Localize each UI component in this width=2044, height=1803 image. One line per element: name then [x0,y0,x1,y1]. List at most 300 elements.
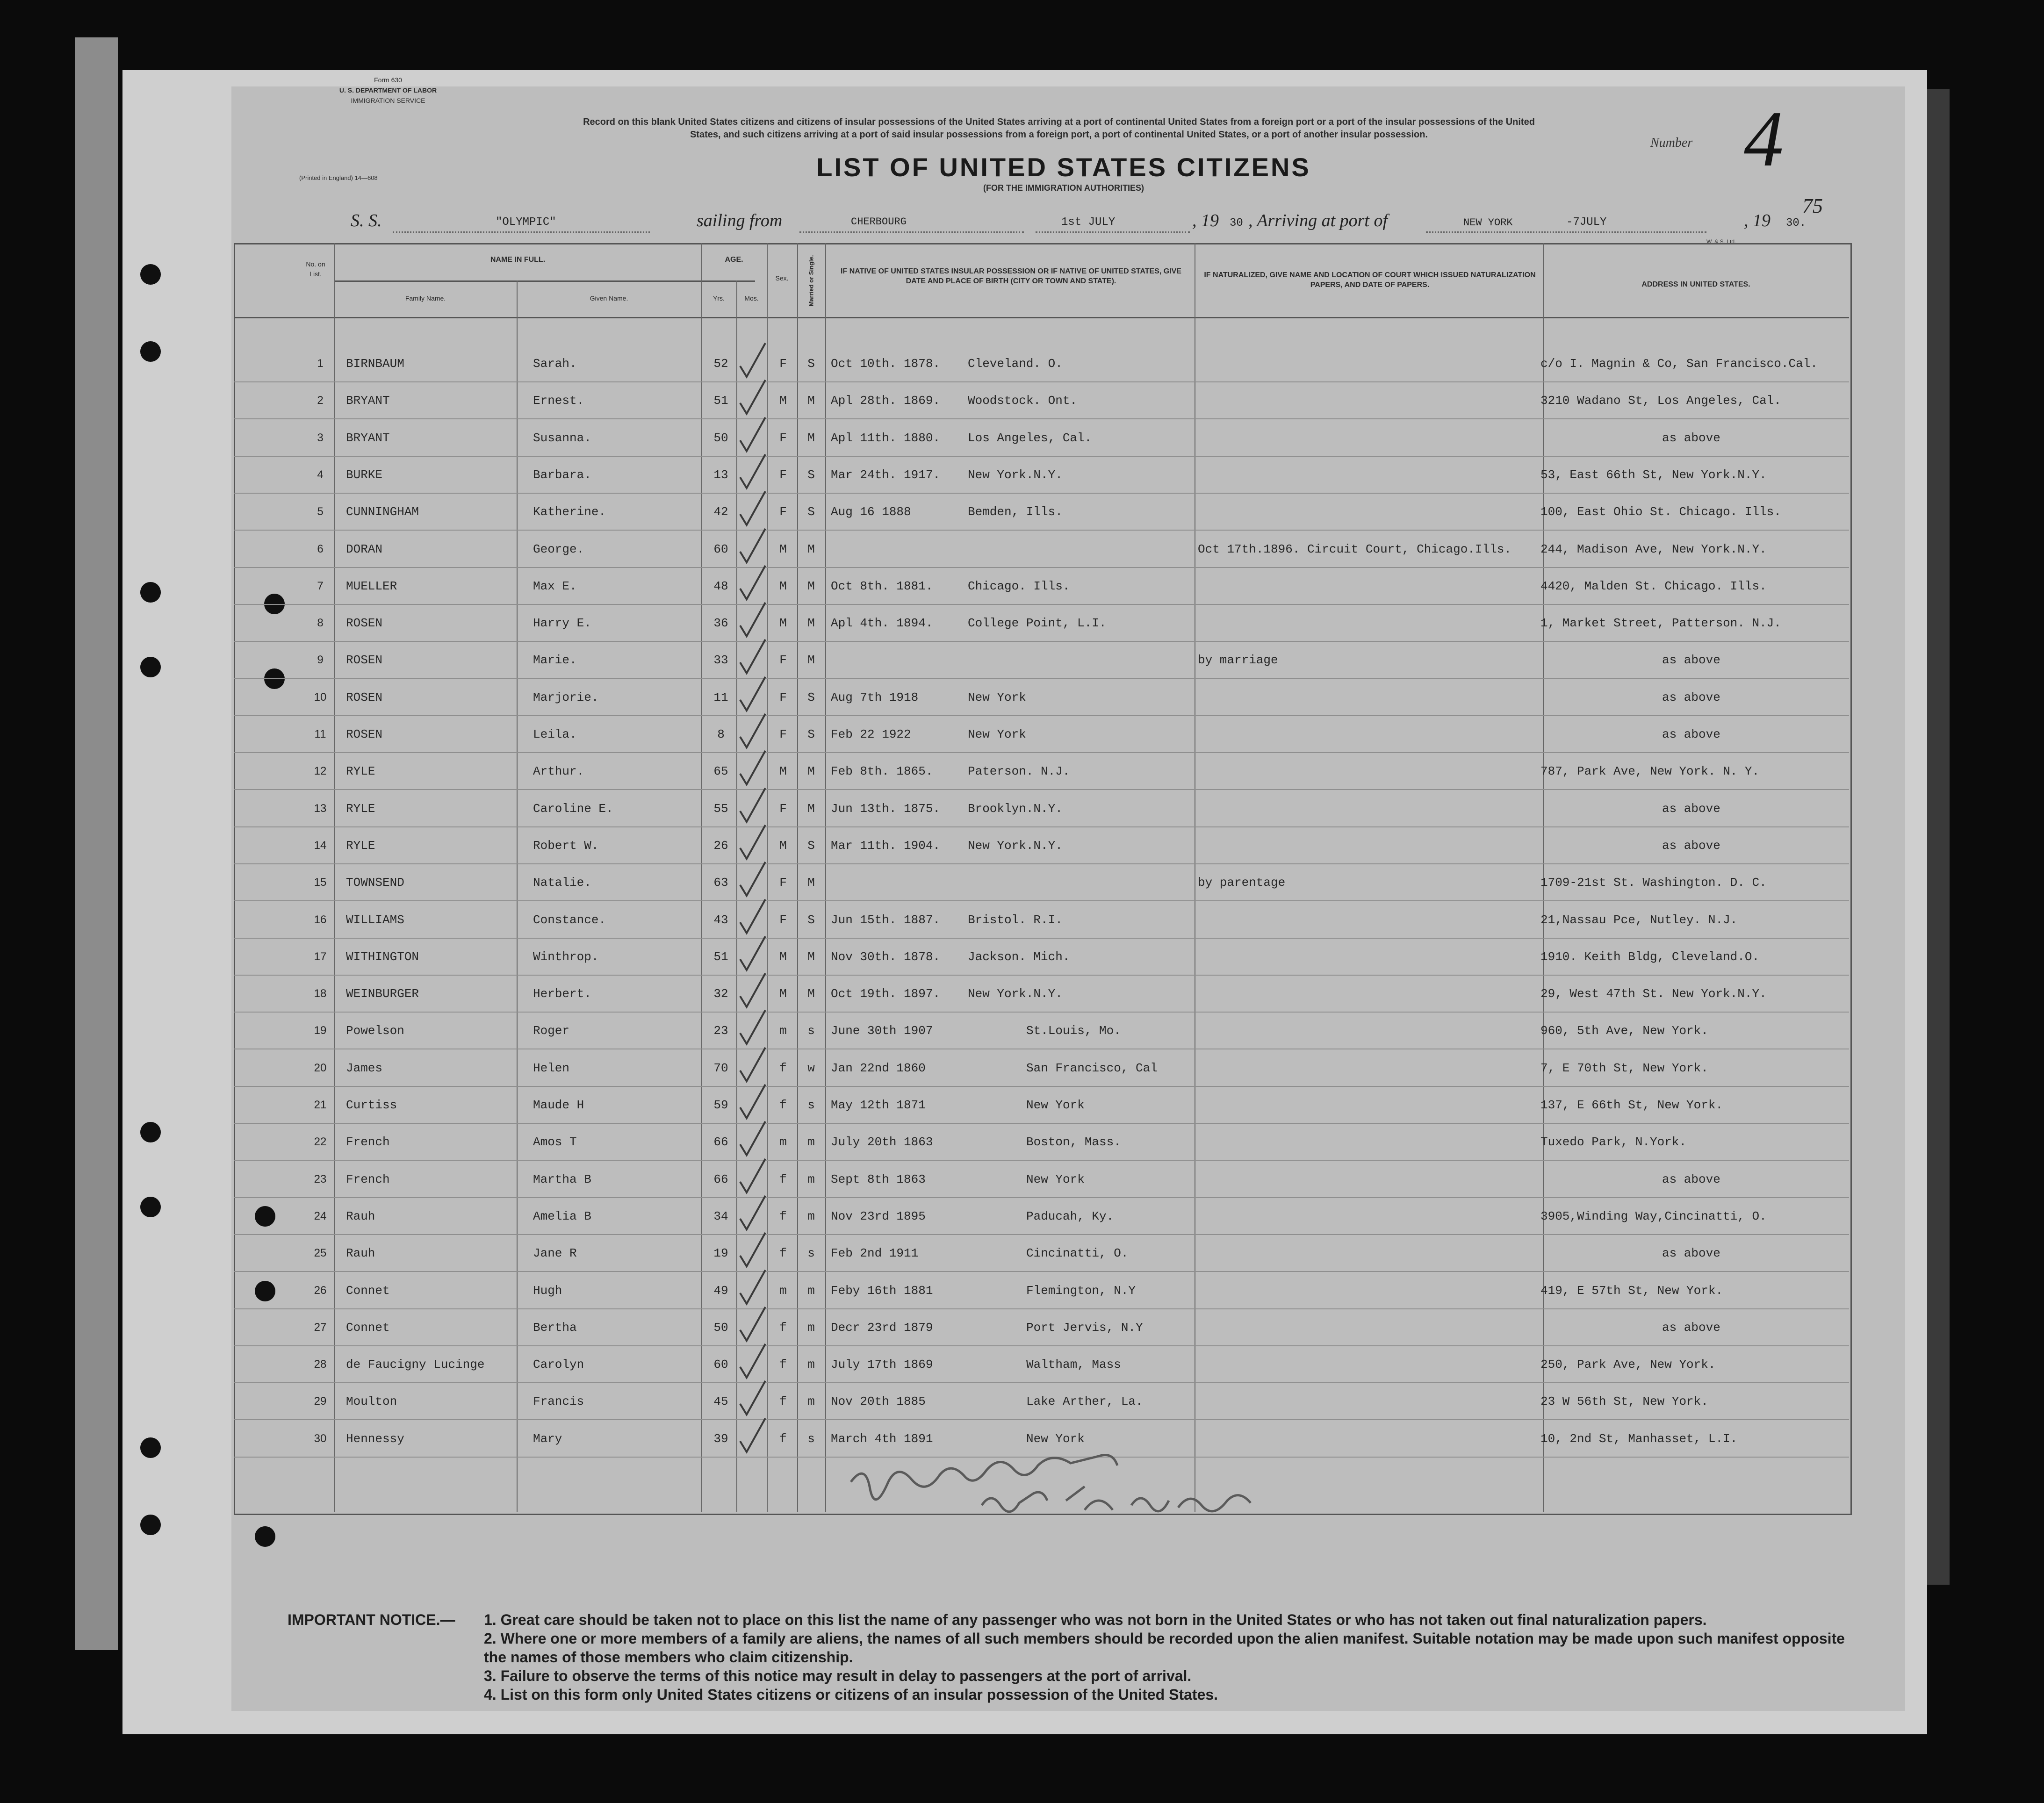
naturalization [1198,567,1534,605]
address: c/o I. Magnin & Co, San Francisco.Cal. [1540,357,1818,371]
check-mark-icon [736,1045,769,1087]
family-name: de Faucigny Lucinge [346,1358,485,1372]
given-name: Maude H [533,1098,584,1112]
family-name: WILLIAMS [346,912,404,927]
birth-place: New York.N.Y. [968,838,1063,853]
check-mark-icon [736,822,769,864]
table-row [0,790,2044,827]
header-age: AGE. [725,256,743,264]
age: 50 [713,1320,728,1335]
given-name: Leila. [533,727,577,741]
table-row [0,1272,2044,1309]
sex: M [779,764,787,779]
birth-place: New York [1026,1172,1085,1186]
row-number: 22 [314,1135,327,1149]
sex: M [779,579,787,593]
marital-status: s [807,1431,815,1446]
check-mark-icon [736,600,769,642]
given-name: Ernest. [533,394,584,408]
sheet-number: 4 [1744,95,1784,183]
marital-status: m [807,1172,815,1186]
check-mark-icon [736,1415,769,1458]
row-number: 16 [314,913,327,926]
check-mark-icon [736,563,769,605]
address: as above [1662,653,1720,668]
dotted-line [393,231,650,233]
address: as above [1662,1172,1720,1186]
table-row [0,493,2044,531]
notice-items [484,1610,1854,1704]
notice-item: 4. List on this form only United States citizens or citizens of an insular possession of the United States. [484,1686,1218,1703]
notice-item: 1. Great care should be taken not to place on this list the name of any passenger who was not born in the United States or who has not taken out final naturalization papers. [484,1611,1707,1628]
family-name: BURKE [346,467,383,482]
given-name: Hugh [533,1283,562,1298]
naturalization: by parentage [1198,876,1286,890]
table-row [0,382,2044,419]
given-name: Marie. [533,653,577,668]
depart-date: 1st JULY [1061,216,1116,229]
check-mark-icon [736,1378,769,1420]
birth-date: July 20th 1863 [831,1135,933,1149]
family-name: Connet [346,1283,390,1298]
naturalization [1198,938,1534,976]
table-row [0,641,2044,679]
check-mark-icon [736,748,769,790]
birth-date: Oct 10th. 1878. [831,357,941,371]
arrive-year: 30. [1786,217,1806,230]
family-name: ROSEN [346,616,383,631]
age: 36 [713,616,728,631]
age: 11 [713,690,728,704]
age: 32 [713,987,728,1001]
age: 52 [713,357,728,371]
address: 21,Nassau Pce, Nutley. N.J. [1540,912,1738,927]
form-intro: Record on this blank United States citizens and citizens of insular possessions of the United States arriving at a port of continental United States from a foreign port or a port of the insular possessions of the United States, and such citizens arriving at a port of said insular possessions from a foreign port, a port of continental United States, or a port of another insular possession. [583,117,1535,140]
row-number: 10 [314,690,327,704]
sex: F [779,912,787,927]
birth-date: Decr 23rd 1879 [831,1320,933,1335]
row-number: 4 [317,468,324,481]
port-from: CHERBOURG [851,216,907,228]
check-mark-icon [736,934,769,976]
address: as above [1662,801,1720,816]
family-name: Rauh [346,1246,375,1261]
check-mark-icon [736,785,769,827]
arrive-date: -7JULY [1566,216,1607,229]
birth-place: Paterson. N.J. [968,764,1070,779]
row-number: 1 [317,357,324,370]
birth-date: Nov 30th. 1878. [831,949,941,964]
arriving-label: , Arriving at port of [1248,211,1388,230]
birth-date: Feby 16th 1881 [831,1283,933,1298]
table-row [0,1309,2044,1346]
birth-place: New York.N.Y. [968,467,1063,482]
marital-status: w [807,1061,815,1075]
address: 7, E 70th St, New York. [1540,1061,1708,1075]
check-mark-icon [736,1341,769,1383]
inspector-signature [842,1449,1356,1533]
row-number: 18 [314,987,327,1000]
row-number: 26 [314,1284,327,1297]
naturalization [1198,1309,1534,1346]
birth-place: Woodstock. Ont. [968,394,1078,408]
address: as above [1662,1246,1720,1261]
family-name: BRYANT [346,431,390,445]
address: 1, Market Street, Patterson. N.J. [1540,616,1781,631]
header-top-rule [234,243,1849,244]
birth-date: Nov 23rd 1895 [831,1209,926,1223]
marital-status: M [807,876,815,890]
row-number: 23 [314,1172,327,1185]
given-name: Sarah. [533,357,577,371]
table-row [0,1198,2044,1235]
naturalization [1198,790,1534,827]
sex: F [779,653,787,668]
sex: M [779,838,787,853]
given-name: Jane R [533,1246,577,1261]
row-number: 3 [317,431,324,444]
row-number: 25 [314,1247,327,1260]
header-address: ADDRESS IN UNITED STATES. [1641,280,1750,288]
notice-heading: IMPORTANT NOTICE.— [288,1611,455,1628]
dotted-line [1036,231,1190,233]
family-name: Connet [346,1320,390,1335]
sex: F [779,431,787,445]
given-name: Carolyn [533,1358,584,1372]
header-yrs: Yrs. [713,295,725,302]
family-name: RYLE [346,801,375,816]
table-row [0,975,2044,1013]
address: 100, East Ohio St. Chicago. Ills. [1540,505,1781,519]
birth-date: Aug 16 1888 [831,505,911,519]
birth-place: Jackson. Mich. [968,949,1070,964]
birth-place: Boston, Mass. [1026,1135,1121,1149]
naturalization [1198,901,1534,939]
check-mark-icon [736,1267,769,1309]
age: 50 [713,431,728,445]
sex: f [779,1394,787,1409]
marital-status: S [807,912,815,927]
given-name: Amos T [533,1135,577,1149]
naturalization [1198,604,1534,642]
family-name: Rauh [346,1209,375,1223]
birth-date: Apl 4th. 1894. [831,616,933,631]
table-row [0,827,2044,864]
birth-date: June 30th 1907 [831,1024,933,1038]
family-name: ROSEN [346,727,383,741]
given-name: Herbert. [533,987,591,1001]
marital-status: s [807,1024,815,1038]
year-prefix: , 19 [1744,211,1771,230]
birth-date: Oct 19th. 1897. [831,987,941,1001]
table-row [0,716,2044,753]
form-number: Form 630 [374,76,402,84]
given-name: Roger [533,1024,570,1038]
sex: f [779,1061,787,1075]
year-prefix: , 19 [1192,211,1219,230]
table-row [0,864,2044,901]
row-number: 11 [314,728,326,740]
age: 55 [713,801,728,816]
table-row [0,1346,2044,1383]
marital-status: S [807,727,815,741]
row-number: 6 [317,542,324,555]
page-title: LIST OF UNITED STATES CITIZENS [816,152,1311,182]
naturalization [1198,1086,1534,1124]
age: 48 [713,579,728,593]
marital-status: M [807,764,815,779]
punch-hole [140,1515,161,1535]
birth-place: Cincinatti, O. [1026,1246,1129,1261]
printer-mark: W. & S. Ltd. [1706,238,1736,245]
row-number: 19 [314,1024,327,1037]
birth-place: Lake Arther, La. [1026,1394,1143,1409]
family-name: French [346,1135,390,1149]
check-mark-icon [736,1119,769,1161]
department: U. S. DEPARTMENT OF LABOR [339,86,437,94]
marital-status: M [807,653,815,668]
birth-place: Los Angeles, Cal. [968,431,1092,445]
check-mark-icon [736,1007,769,1049]
marital-status: m [807,1209,815,1223]
marital-status: m [807,1358,815,1372]
naturalization [1198,827,1534,864]
header-given: Given Name. [590,295,628,302]
naturalization [1198,1161,1534,1198]
check-mark-icon [736,415,769,457]
address: 250, Park Ave, New York. [1540,1358,1716,1372]
address: 4420, Malden St. Chicago. Ills. [1540,579,1767,593]
check-mark-icon [736,1193,769,1235]
check-mark-icon [736,711,769,753]
naturalization [1198,1123,1534,1161]
row-number: 5 [317,505,324,518]
birth-place: New York [968,690,1026,704]
naturalization [1198,1272,1534,1309]
birth-date: Jun 15th. 1887. [831,912,941,927]
marital-status: M [807,949,815,964]
age: 43 [713,912,728,927]
table-row [0,1012,2044,1049]
age: 33 [713,653,728,668]
age: 60 [713,1358,728,1372]
marital-status: M [807,801,815,816]
birth-place: Waltham, Mass [1026,1358,1121,1372]
family-name: BRYANT [346,394,390,408]
age: 45 [713,1394,728,1409]
punch-hole [255,1526,275,1547]
header-name: NAME IN FULL. [490,256,546,264]
voyage-line [351,210,1847,238]
address: 960, 5th Ave, New York. [1540,1024,1708,1038]
age: 49 [713,1283,728,1298]
ss-label: S. S. [351,211,382,230]
family-name: TOWNSEND [346,876,404,890]
sex: f [779,1358,787,1372]
depart-year: 30 [1230,217,1243,230]
given-name: Mary [533,1431,562,1446]
age: 70 [713,1061,728,1075]
row-number: 27 [314,1321,327,1334]
check-mark-icon [736,970,769,1013]
check-mark-icon [736,452,769,494]
marital-status: M [807,542,815,556]
given-name: Winthrop. [533,949,599,964]
family-name: WITHINGTON [346,949,419,964]
given-name: George. [533,542,584,556]
header-no: No. on List. [306,260,325,278]
header-bottom-rule [234,317,1849,318]
address: Tuxedo Park, N.York. [1540,1135,1687,1149]
check-mark-icon [736,897,769,939]
family-name: Moulton [346,1394,397,1409]
birth-place: New York.N.Y. [968,987,1063,1001]
sex: F [779,690,787,704]
naturalization [1198,1346,1534,1383]
sex: m [779,1024,787,1038]
table-row [0,753,2044,790]
marital-status: M [807,394,815,408]
printed-note: (Printed in England) 14—608 [299,174,378,181]
table-row [0,679,2044,716]
table-row [0,419,2044,457]
age: 63 [713,876,728,890]
port-to: NEW YORK [1463,217,1513,229]
birth-place: St.Louis, Mo. [1026,1024,1121,1038]
birth-date: Apl 28th. 1869. [831,394,941,408]
naturalization [1198,456,1534,494]
family-name: RYLE [346,838,375,853]
birth-place: Flemington, N.Y [1026,1283,1136,1298]
birth-place [968,641,1136,679]
check-mark-icon [736,674,769,716]
birth-date: March 4th 1891 [831,1431,933,1446]
naturalization [1198,679,1534,716]
row-number: 2 [317,394,324,407]
family-name: Powelson [346,1024,404,1038]
naturalization [1198,1383,1534,1420]
sex: M [779,987,787,1001]
birth-date: Feb 22 1922 [831,727,911,741]
naturalization [1198,382,1534,419]
check-mark-icon [736,1156,769,1198]
given-name: Barbara. [533,467,591,482]
marital-status: S [807,357,815,371]
naturalization [1198,753,1534,790]
row-number: 29 [314,1395,327,1408]
birth-date: Sept 8th 1863 [831,1172,926,1186]
birth-date: July 17th 1869 [831,1358,933,1372]
sex: F [779,357,787,371]
row-number: 17 [314,950,327,963]
row-number: 20 [314,1061,327,1074]
given-name: Constance. [533,912,606,927]
sailing-label: sailing from [697,211,783,230]
marital-status: M [807,616,815,631]
row-number: 8 [317,617,324,630]
row-number: 7 [317,579,324,592]
naturalization [1198,1012,1534,1049]
marital-status: m [807,1394,815,1409]
address: 1709-21st St. Washington. D. C. [1540,876,1767,890]
family-name: WEINBURGER [346,987,419,1001]
form-identity [299,75,477,181]
address: 419, E 57th St, New York. [1540,1283,1723,1298]
birth-place: New York [968,727,1026,741]
birth-date: Mar 24th. 1917. [831,467,941,482]
age: 66 [713,1135,728,1149]
naturalization [1198,716,1534,753]
age: 60 [713,542,728,556]
marital-status: m [807,1135,815,1149]
marital-status: S [807,838,815,853]
birth-place: College Point, L.I. [968,616,1107,631]
given-name: Bertha [533,1320,577,1335]
row-number: 12 [314,765,327,778]
row-number: 13 [314,802,327,815]
given-name: Marjorie. [533,690,599,704]
table-row [0,531,2044,568]
given-name: Francis [533,1394,584,1409]
family-name: MUELLER [346,579,397,593]
check-mark-icon [736,637,769,679]
sex: M [779,616,787,631]
row-number: 21 [314,1099,327,1111]
marital-status: S [807,505,815,519]
given-name: Caroline E. [533,801,613,816]
age: 19 [713,1246,728,1261]
table-row [0,901,2044,939]
address: 787, Park Ave, New York. N. Y. [1540,764,1760,779]
birth-date: Aug 7th 1918 [831,690,919,704]
marital-status: M [807,987,815,1001]
given-name: Natalie. [533,876,591,890]
sex: f [779,1320,787,1335]
sex: f [779,1246,787,1261]
birth-date: Mar 11th. 1904. [831,838,941,853]
given-name: Robert W. [533,838,599,853]
given-name: Arthur. [533,764,584,779]
naturalization [1198,345,1534,382]
sex: m [779,1135,787,1149]
table-row [0,604,2044,642]
notice-item: 3. Failure to observe the terms of this notice may result in delay to passengers at the port of arrival. [484,1667,1192,1684]
family-name: ROSEN [346,690,383,704]
family-name: French [346,1172,390,1186]
naturalization [1198,493,1534,531]
family-name: DORAN [346,542,383,556]
sex: M [779,949,787,964]
header-mos: Mos. [744,295,759,302]
table-row [0,1049,2044,1087]
punch-hole [140,264,161,285]
address: as above [1662,727,1720,741]
header-sex: Sex. [775,274,789,282]
check-mark-icon [736,1082,769,1124]
age: 34 [713,1209,728,1223]
birth-place: Brooklyn.N.Y. [968,801,1063,816]
birth-place: Bristol. R.I. [968,912,1063,927]
sex: f [779,1098,787,1112]
marital-status: m [807,1320,815,1335]
family-name: RYLE [346,764,375,779]
corner-mark: 75 [1802,194,1823,217]
age: 42 [713,505,728,519]
birth-place: San Francisco, Cal [1026,1061,1158,1075]
sex: F [779,801,787,816]
address: 3210 Wadano St, Los Angeles, Cal. [1540,394,1781,408]
sex: F [779,467,787,482]
